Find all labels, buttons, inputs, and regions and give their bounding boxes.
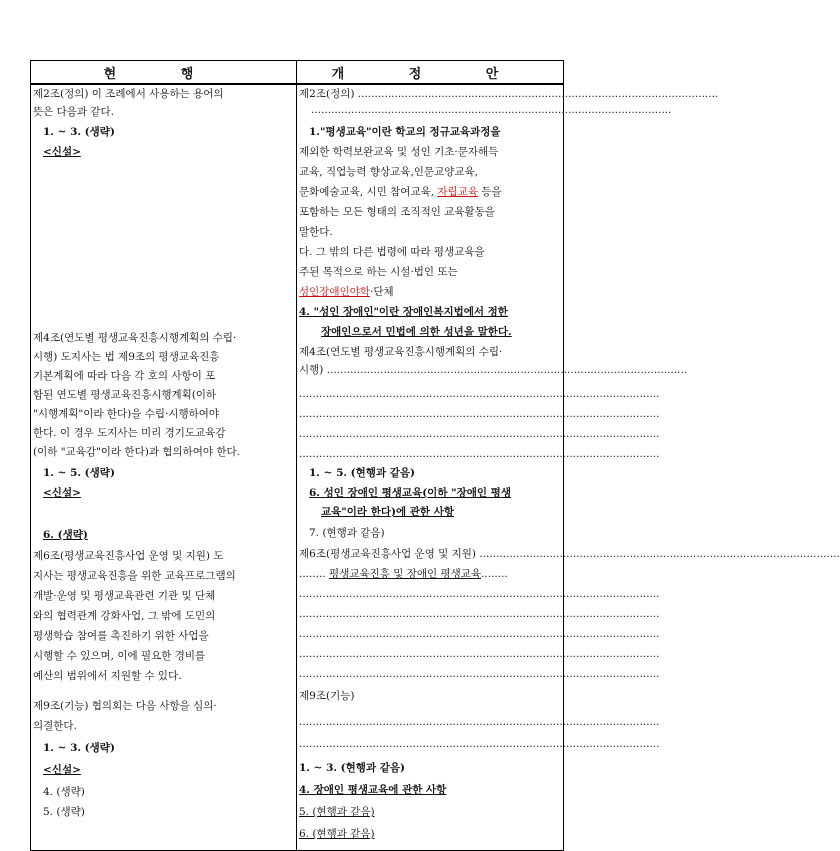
right-line [299,87,719,101]
right-text: 등을 [477,186,502,198]
right-line: 제외한 학력보완교육 및 성인 기초·문자해득 [299,146,499,158]
dot-leader: ............................................................................................................ [299,716,660,728]
right-line: 6. 성인 장애인 평생교육(이하 "장애인 평생 [309,487,511,499]
current-column [31,84,297,851]
dot-leader: ............................................................................................................ [299,428,660,440]
left-line: 함된 연도별 평생교육진흥시행계획(이하 [33,389,217,401]
left-line: 4. (생략) [43,786,85,798]
highlight-text: 성인장애인야학 [299,286,371,298]
right-line [299,607,660,621]
right-line: 제9조(기능) [299,690,355,702]
right-line: 교육"이라 한다)에 관한 사항 [321,506,454,518]
left-line: 와의 협력관계 강화사업, 그 밖에 도민의 [33,610,216,622]
left-line: 제4조(연도별 평생교육진흥시행계획의 수립· [33,332,237,344]
right-line [299,627,660,641]
dot-leader: ............................................................................................................ [357,88,719,100]
right-line [299,667,660,681]
dot-leader: ............................................................................................................ [299,738,660,750]
dot-leader: ........ [481,568,508,580]
right-text: 제2조(정의) [299,88,358,100]
left-line: <신설> [43,487,81,499]
right-line [299,647,660,661]
right-line: 장애인으로서 민법에 의한 성년을 말한다. [321,326,512,338]
dot-leader: ............................................................................................................ [299,628,660,640]
revised-column [297,84,840,851]
right-line [299,387,660,401]
highlight-text: 자립교육 [437,186,478,198]
left-line: 5. (생략) [43,806,85,818]
table-header-row [31,61,564,85]
right-line [299,567,561,581]
left-line: 지사는 평생교육진흥을 위한 교육프로그램의 [33,570,236,582]
left-line: <신설> [43,146,81,158]
right-text: 문화예술교육, 시민 참여교육, [299,186,438,198]
right-text: 평생교육진흥 및 장애인 평생교육 [329,568,482,580]
right-text: 제6조(평생교육진흥사업 운영 및 지원) [299,548,480,560]
left-line: 제6조(평생교육진흥사업 운영 및 지원) 도 [33,550,224,562]
right-line: 교육, 직업능력 향상교육,인문교양교육, [299,166,478,178]
left-line: 6. (생략) [43,529,88,541]
right-line: 말한다. [299,226,333,238]
left-line: 예산의 범위에서 지원할 수 있다. [33,670,182,682]
left-line: 제9조(기능) 협의회는 다음 사항을 심의· [33,700,217,712]
dot-leader: ............................................................................................................ [326,364,688,376]
left-line: <신설> [43,764,81,776]
left-line: 개발·운영 및 평생교육관련 기관 및 단체 [33,590,216,602]
right-line [311,103,672,117]
left-line: 기본계획에 따라 다음 각 호의 사항이 포 [33,370,216,382]
dot-leader: ............................................................................................................ [299,588,660,600]
dot-leader: ............................................................................................................ [299,648,660,660]
right-line: 주된 목적으로 하는 시설·법인 또는 [299,266,458,278]
left-line: 제2조(정의) 이 조례에서 사용하는 용어의 [33,88,224,100]
dot-leader: ............................................................................................................ [479,548,840,560]
header-revised: 개 정 안 [297,61,564,85]
left-line: 1. ~ 3. (생략) [43,126,115,138]
right-line: 제4조(연도별 평생교육진흥시행계획의 수립· [299,346,503,358]
comparison-table [30,60,840,851]
left-line: 뜻은 다음과 같다. [33,106,115,118]
right-line [299,363,688,377]
left-line: 1. ~ 3. (생략) [43,742,115,754]
left-line: (이하 "교육감"이라 한다)과 협의하여야 한다. [33,446,240,458]
right-line: 4. 장애인 평생교육에 관한 사항 [299,784,447,796]
right-line [299,407,660,421]
dot-leader: ............................................................................................................ [299,448,660,460]
right-line: 다. 그 밖의 다른 법령에 따라 평생교육을 [299,246,485,258]
right-text: ·단체 [370,286,394,298]
left-line: 한다. 이 경우 도지사는 미리 경기도교육감 [33,427,226,439]
dot-leader: ............................................................................................................ [299,388,660,400]
table-body-row [31,84,564,851]
left-line: 평생학습 참여를 촉진하기 위한 사업을 [33,630,209,642]
left-line: 시행할 수 있으며, 이에 필요한 경비를 [33,650,206,662]
left-line: 의결한다. [33,720,77,732]
right-line [299,737,660,751]
right-line: 6. (현행과 같음) [299,828,375,840]
right-line [299,587,660,601]
right-line: 1. ~ 3. (현행과 같음) [299,762,405,774]
header-current: 현 행 [31,61,297,85]
dot-leader: ........ [299,568,330,580]
left-line: 시행) 도지사는 법 제9조의 평생교육진흥 [33,351,220,363]
dot-leader: ............................................................................................................ [299,668,660,680]
right-line: 1. ~ 5. (현행과 같음) [309,467,415,479]
right-line [299,547,840,561]
right-line: 1."평생교육"이란 학교의 정규교육과정을 [309,126,501,138]
left-line: "시행계획"이라 한다)을 수립·시행하여야 [33,408,220,420]
dot-leader: ............................................................................................................ [311,104,672,116]
right-line: 5. (현행과 같음) [299,806,375,818]
right-line [299,447,660,461]
dot-leader: ............................................................................................................ [299,608,660,620]
right-line: 4. "성인 장애인"이란 장애인복지법에서 정한 [299,306,508,318]
right-line: 7. (현행과 같음) [309,527,385,539]
right-line [299,715,660,729]
right-line [299,285,561,299]
right-text: 시행) [299,364,327,376]
right-line [299,185,561,199]
right-line [299,427,660,441]
left-line: 1. ~ 5. (생략) [43,467,115,479]
right-line: 포함하는 모든 형태의 조직적인 교육활동을 [299,206,495,218]
dot-leader: ............................................................................................................ [299,408,660,420]
